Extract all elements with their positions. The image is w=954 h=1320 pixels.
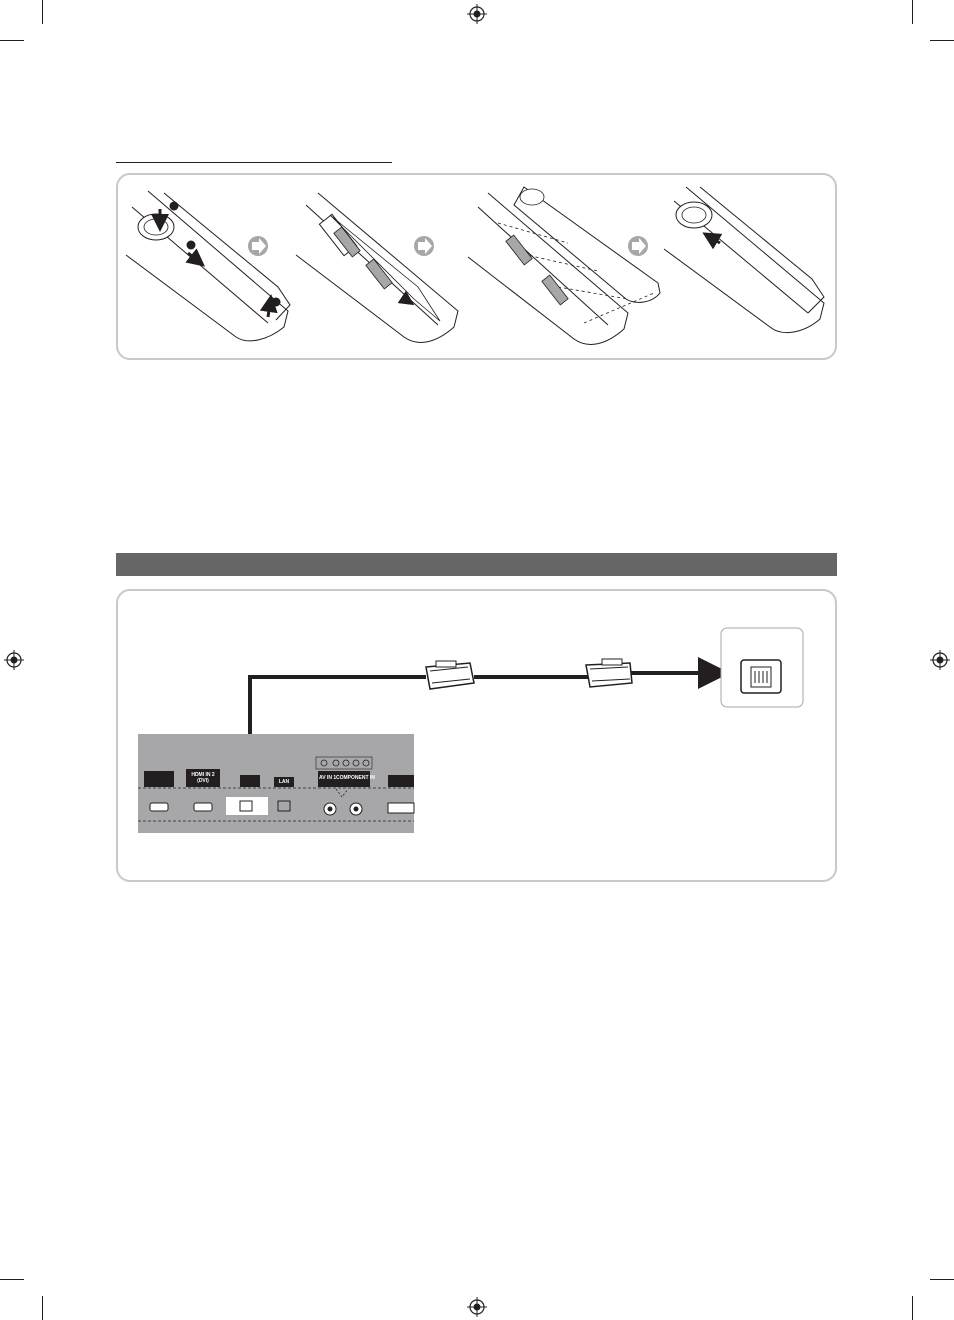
lan-label: LAN bbox=[278, 779, 290, 785]
usb-port-icon bbox=[388, 803, 414, 813]
crop-mark bbox=[42, 0, 43, 24]
battery-installation-figure bbox=[116, 173, 837, 360]
step-marker-1 bbox=[170, 202, 179, 211]
step-2-insert-batteries bbox=[296, 193, 458, 342]
step-marker-2 bbox=[187, 241, 196, 250]
step-4-replace-cover bbox=[664, 187, 824, 333]
registration-mark-icon bbox=[467, 4, 487, 24]
port-block bbox=[388, 775, 414, 787]
port-block bbox=[144, 771, 174, 787]
lan-port-plug bbox=[240, 775, 260, 787]
step-3-battery-orientation bbox=[468, 187, 660, 344]
hdmi-port-icon bbox=[150, 803, 168, 811]
registration-mark-icon bbox=[467, 1297, 487, 1317]
next-step-arrow-icon bbox=[248, 236, 268, 256]
crop-mark bbox=[0, 1279, 24, 1280]
crop-mark bbox=[930, 40, 954, 41]
crop-mark bbox=[912, 0, 913, 24]
lan-port-icon bbox=[240, 801, 252, 811]
lan-cable-illustration bbox=[118, 591, 835, 880]
av-in-1-label: AV IN 1 bbox=[319, 775, 337, 781]
next-step-arrow-icon bbox=[414, 236, 434, 256]
hdmi-in-2-label: HDMI IN 2 (DVI) bbox=[191, 772, 215, 784]
component-in-label: COMPONENT IN bbox=[336, 775, 375, 781]
rj45-plug-icon bbox=[426, 661, 474, 689]
wall-lan-outlet-icon bbox=[721, 628, 803, 707]
crop-mark bbox=[930, 1279, 954, 1280]
rj45-plug-icon bbox=[586, 659, 632, 687]
step-1-remove-cover bbox=[126, 191, 290, 341]
crop-mark bbox=[0, 40, 24, 41]
battery-steps-illustration bbox=[118, 175, 835, 358]
section-header-bar bbox=[116, 553, 837, 576]
crop-mark bbox=[42, 1296, 43, 1320]
registration-mark-icon bbox=[4, 650, 24, 670]
next-step-arrow-icon bbox=[628, 236, 648, 256]
section-heading-rule bbox=[116, 162, 392, 163]
step-marker-3 bbox=[272, 298, 281, 307]
registration-mark-icon bbox=[930, 650, 950, 670]
crop-mark bbox=[912, 1296, 913, 1320]
hdmi-port-icon bbox=[194, 803, 212, 811]
lan-connection-figure bbox=[116, 589, 837, 882]
